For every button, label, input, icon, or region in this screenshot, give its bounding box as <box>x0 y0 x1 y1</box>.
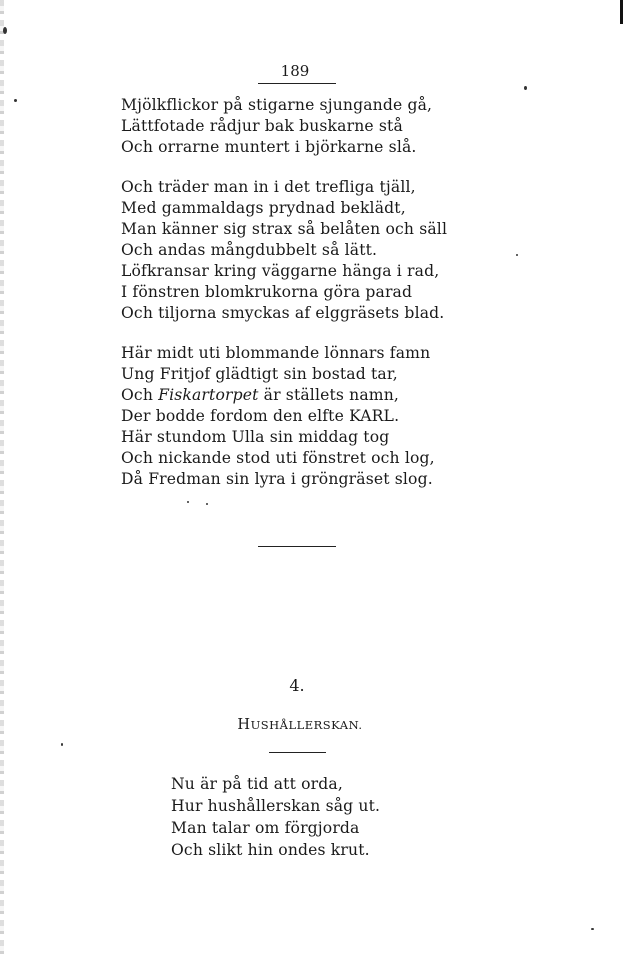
poem-line: Nu är på tid att orda, <box>171 775 343 793</box>
poem-line: Man känner sig strax så belåten och säll <box>121 220 448 238</box>
poem-line: Här midt uti blommande lönnars famn <box>121 344 431 362</box>
scan-speck <box>187 501 189 503</box>
title-rule <box>269 752 326 753</box>
poem-line: Hur hushållerskan såg ut. <box>171 797 381 815</box>
poem-line: Och tiljorna smyckas af elggräsets blad. <box>121 304 445 322</box>
poem-line: Här stundom Ulla sin middag tog <box>121 428 390 446</box>
poem-line: Man talar om förgjorda <box>171 819 360 837</box>
page-number: 189 <box>280 62 310 80</box>
place-name-italic: Fiskartorpet <box>158 386 259 404</box>
poem-line: Med gammaldags prydnad beklädt, <box>121 199 406 217</box>
scan-speck <box>61 743 63 746</box>
line-text-before: Och <box>121 386 159 404</box>
section-divider <box>258 546 336 547</box>
verse-stanza <box>171 773 431 861</box>
poem-line-with-italic <box>121 385 441 406</box>
section-title <box>200 717 400 733</box>
scan-speck <box>3 27 7 34</box>
poem-line: Och andas mångdubbelt så lätt. <box>121 241 378 259</box>
scan-speck <box>516 254 518 256</box>
header-rule <box>258 83 336 84</box>
poem-line: I fönstren blomkrukorna göra parad <box>121 283 413 301</box>
poem-line: Och slikt hin ondes krut. <box>171 841 370 859</box>
section-number: 4. <box>289 676 305 695</box>
line-text-after: är ställets namn, <box>258 386 400 404</box>
poem-line: Lättfotade rådjur bak buskarne stå <box>121 117 403 135</box>
poem-line: Och orrarne muntert i björkarne slå. <box>121 138 417 156</box>
stanza-1 <box>121 95 441 158</box>
scan-speck <box>591 928 594 930</box>
scan-speck <box>206 503 208 505</box>
poem-line: Der bodde fordom den elfte KARL. <box>121 407 400 425</box>
poem-line: Löfkransar kring väggarne hänga i rad, <box>121 262 440 280</box>
scan-speck <box>524 86 527 90</box>
scan-edge-mark <box>620 0 623 24</box>
section-title-rest: USHÅLLERSKAN. <box>250 718 363 732</box>
poem-line: Då Fredman sin lyra i gröngräset slog. <box>121 470 433 488</box>
poem-line: Och träder man in i det trefliga tjäll, <box>121 178 416 196</box>
poem-line: Mjölkflickor på stigarne sjungande gå, <box>121 96 433 114</box>
stanza-3 <box>121 343 441 490</box>
page-edge-shadow <box>0 0 4 960</box>
scan-speck <box>14 99 17 102</box>
poem-line: Ung Fritjof glädtigt sin bostad tar, <box>121 365 398 383</box>
poem-line: Och nickande stod uti fönstret och log, <box>121 449 435 467</box>
section-title-initial: H <box>237 717 251 733</box>
stanza-2 <box>121 177 448 324</box>
